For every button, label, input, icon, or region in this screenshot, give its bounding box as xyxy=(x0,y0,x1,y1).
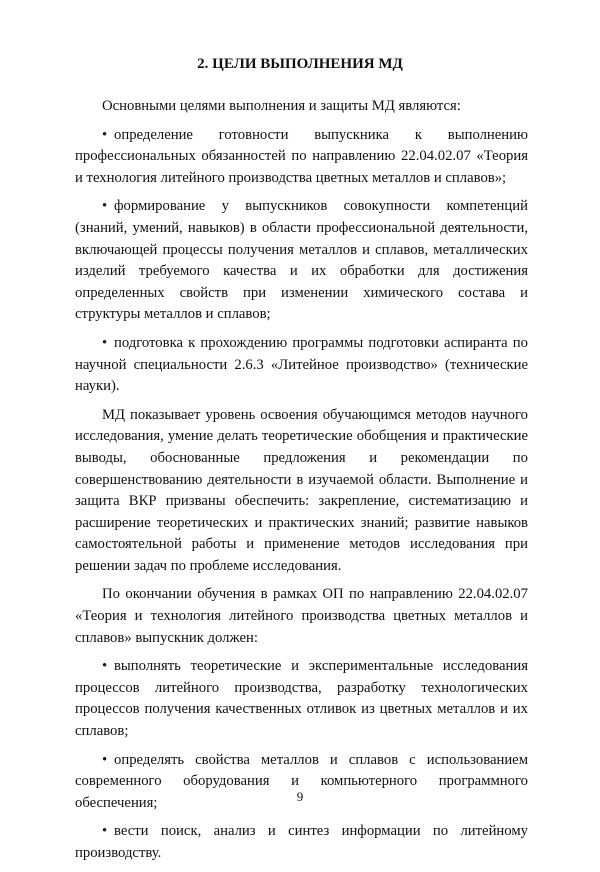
goal-text: подготовка к прохождению программы подготовки аспиранта по научной специальности 2.6.3 «Литейное производство» (технические науки). xyxy=(75,334,528,395)
bullet-icon: • xyxy=(102,823,108,840)
bullet-icon: • xyxy=(102,198,108,215)
goal-item xyxy=(75,196,528,326)
md-paragraph: МД показывает уровень освоения обучающимся методов научного исследования, умение делать теоретические обобщения и практические выводы, обоснованные предложения и рекомендации по совершенствованию деятельности в изучаемой области. Выполнение и защита ВКР призваны обеспечить: закрепление, систематизацию и расширение теоретических и практических знаний; развитие навыков самостоятельной работы и применение методов исследования при решении задач по проблеме исследования. xyxy=(75,406,528,574)
bullet-icon: • xyxy=(102,658,108,675)
page-number: 9 xyxy=(296,789,304,804)
document-body xyxy=(75,96,528,872)
intro-paragraph: Основными целями выполнения и защиты МД являются: xyxy=(102,98,461,114)
duty-text: определять свойства металлов и сплавов с использованием современного оборудования и компьютерного программного обеспечения; xyxy=(75,751,528,811)
duty-text: вести поиск, анализ и синтез информации по литейному производству. xyxy=(75,823,528,861)
goal-item xyxy=(75,333,528,398)
goal-text: определение готовности выпускника к выполнению профессиональных обязанностей по направлению 22.04.02.07 «Теория и технология литейного производства цветных металлов и сплавов»; xyxy=(75,126,528,186)
op-paragraph: По окончании обучения в рамках ОП по направлению 22.04.02.07 «Теория и технология литейного производства цветных металлов и сплавов» выпускник должен: xyxy=(75,586,528,646)
duty-text: выполнять теоретические и экспериментальные исследования процессов литейного производства, разработку технологических процессов получения качественных отливок из цветных металлов и их сплавов; xyxy=(75,658,528,740)
duty-item xyxy=(75,656,528,742)
bullet-icon: • xyxy=(102,126,108,143)
goal-item xyxy=(75,125,528,190)
bullet-icon: • xyxy=(102,334,108,351)
duty-item xyxy=(75,821,528,864)
section-heading: 2. ЦЕЛИ ВЫПОЛНЕНИЯ МД xyxy=(197,56,403,72)
goal-text: формирование у выпускников совокупности компетенций (знаний, умений, навыков) в области профессиональной деятельности, включающей процессы получения металлов и сплавов, металлических изделий требуемого качества и их обработки для достижения определенных свойств при изменении химического состава и структуры металлов и сплавов; xyxy=(75,198,528,323)
bullet-icon: • xyxy=(102,751,108,768)
